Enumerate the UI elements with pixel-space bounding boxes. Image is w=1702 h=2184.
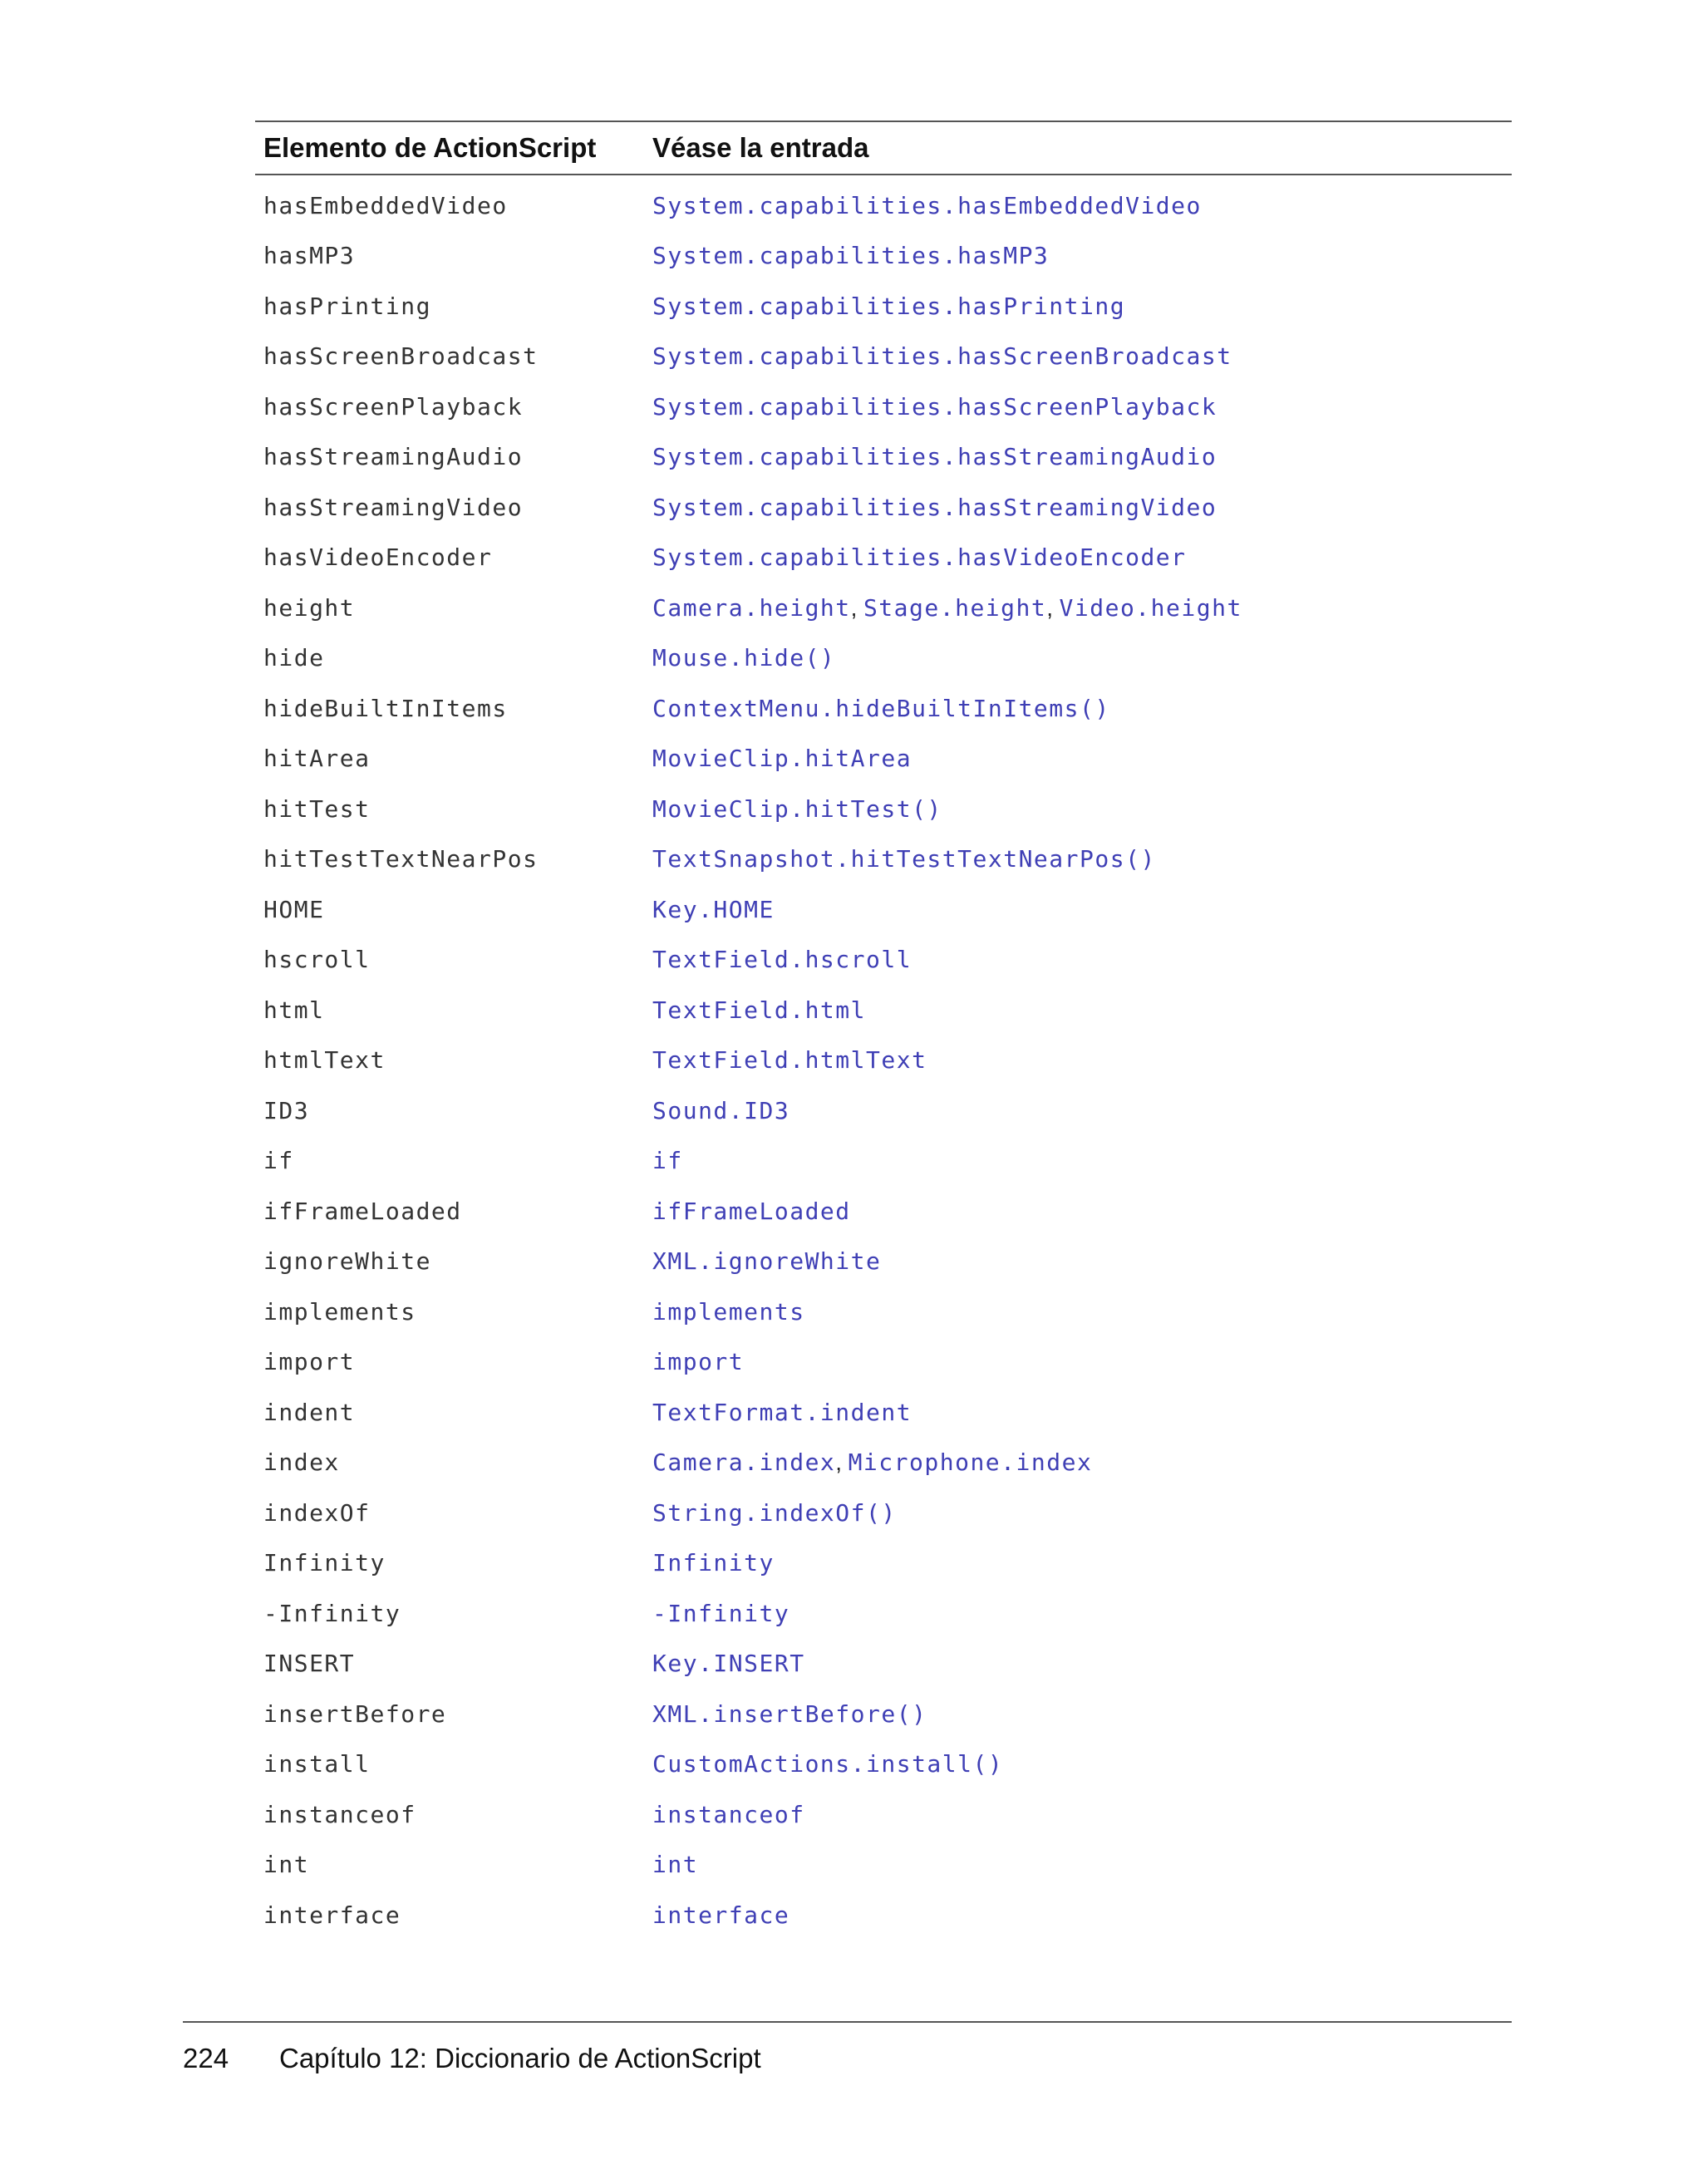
table-row (255, 432, 1512, 483)
reference-link[interactable]: System.capabilities.hasStreamingAudio (652, 443, 1217, 471)
table-row (255, 1085, 1512, 1136)
reference-link[interactable]: Camera.height (652, 593, 851, 622)
reference-link[interactable]: System.capabilities.hasEmbeddedVideo (652, 191, 1202, 219)
see-entry (652, 644, 1512, 671)
reference-link[interactable]: CustomActions.install() (652, 1750, 1004, 1778)
chapter-title: Capítulo 12: Diccionario de ActionScript (279, 2043, 761, 2073)
table-row (255, 533, 1512, 583)
see-entry (652, 242, 1512, 269)
reference-link[interactable]: Stage.height (863, 593, 1047, 622)
element-name: Infinity (263, 1549, 386, 1577)
see-entry (652, 293, 1512, 320)
element-name: indexOf (263, 1498, 371, 1527)
table-row (255, 1890, 1512, 1941)
table-row (255, 1035, 1512, 1086)
reference-link[interactable]: import (652, 1348, 745, 1376)
reference-link[interactable]: System.capabilities.hasVideoEncoder (652, 544, 1187, 572)
element-name: html (263, 996, 325, 1024)
reference-link[interactable]: ifFrameLoaded (652, 1197, 851, 1225)
reference-link[interactable]: TextField.html (652, 996, 867, 1024)
see-entry (652, 695, 1512, 722)
see-entry (652, 1247, 1512, 1275)
table-row (255, 935, 1512, 986)
reference-link[interactable]: if (652, 1147, 683, 1175)
table-row (255, 1136, 1512, 1187)
table-row (255, 784, 1512, 834)
reference-link[interactable]: TextField.hscroll (652, 946, 912, 974)
table-row (255, 1840, 1512, 1891)
table-row (255, 734, 1512, 785)
reference-link[interactable]: XML.ignoreWhite (652, 1247, 882, 1276)
table-row (255, 633, 1512, 684)
reference-link[interactable]: -Infinity (652, 1599, 790, 1627)
see-entry (652, 192, 1512, 219)
ref-separator: , (850, 594, 858, 621)
see-entry (652, 1348, 1512, 1375)
reference-link[interactable]: System.capabilities.hasStreamingVideo (652, 493, 1217, 521)
page-footer (183, 2043, 761, 2074)
ref-separator: , (1046, 594, 1055, 621)
see-entry (652, 342, 1512, 370)
element-name: HOME (263, 895, 325, 923)
reference-link[interactable]: XML.insertBefore() (652, 1699, 927, 1728)
table-row (255, 332, 1512, 382)
element-name: instanceof (263, 1800, 416, 1828)
see-entry (652, 544, 1512, 571)
see-entry (652, 1750, 1512, 1778)
element-name: interface (263, 1901, 401, 1929)
see-entry (652, 946, 1512, 973)
element-name: hasPrinting (263, 292, 431, 320)
reference-link[interactable]: Key.HOME (652, 895, 775, 923)
table-row (255, 1286, 1512, 1337)
reference-link[interactable]: TextFormat.indent (652, 1398, 912, 1426)
see-entry (652, 393, 1512, 421)
footer-rule (183, 2021, 1512, 2023)
table-row (255, 1689, 1512, 1739)
element-name: htmlText (263, 1046, 386, 1075)
element-name: implements (263, 1297, 416, 1326)
see-entry (652, 443, 1512, 470)
table-row (255, 834, 1512, 885)
table-row (255, 985, 1512, 1035)
reference-link[interactable]: implements (652, 1297, 805, 1326)
table-row (255, 1639, 1512, 1690)
element-name: if (263, 1147, 294, 1175)
reference-link[interactable]: TextField.htmlText (652, 1046, 927, 1075)
element-name: hitTestTextNearPos (263, 845, 539, 873)
table-row (255, 1538, 1512, 1589)
reference-link[interactable]: Video.height (1059, 593, 1242, 622)
reference-link[interactable]: MovieClip.hitArea (652, 745, 912, 773)
element-name: -Infinity (263, 1599, 401, 1627)
see-entry (652, 996, 1512, 1024)
reference-link[interactable]: Sound.ID3 (652, 1096, 790, 1124)
element-name: INSERT (263, 1650, 356, 1678)
element-name: hasVideoEncoder (263, 544, 493, 572)
see-entry (652, 896, 1512, 923)
reference-link[interactable]: System.capabilities.hasPrinting (652, 292, 1126, 320)
see-entry (652, 594, 1512, 622)
table-row (255, 884, 1512, 935)
reference-link[interactable]: System.capabilities.hasScreenBroadcast (652, 342, 1232, 371)
table-row (255, 482, 1512, 533)
see-entry (652, 745, 1512, 772)
see-entry (652, 845, 1512, 873)
reference-link[interactable]: interface (652, 1901, 790, 1929)
table-row (255, 1438, 1512, 1488)
see-entry (652, 1549, 1512, 1577)
element-name: int (263, 1851, 310, 1879)
see-entry (652, 1600, 1512, 1627)
element-name: index (263, 1449, 340, 1477)
table-row (255, 1739, 1512, 1790)
header-see: Véase la entrada (652, 132, 869, 163)
table-header (255, 122, 1512, 174)
see-entry (652, 795, 1512, 823)
reference-link[interactable]: System.capabilities.hasMP3 (652, 242, 1050, 270)
table-row (255, 583, 1512, 633)
see-entry (652, 1198, 1512, 1225)
element-name: height (263, 593, 356, 622)
table-row (255, 1387, 1512, 1438)
reference-link[interactable]: Mouse.hide() (652, 644, 836, 672)
element-name: hasScreenPlayback (263, 392, 524, 421)
see-entry (652, 1147, 1512, 1174)
reference-link[interactable]: Key.INSERT (652, 1650, 805, 1678)
reference-link[interactable]: String.indexOf() (652, 1498, 897, 1527)
see-entry (652, 1650, 1512, 1677)
table-row (255, 683, 1512, 734)
element-name: hasStreamingVideo (263, 493, 524, 521)
see-entry (652, 1399, 1512, 1426)
element-name: ignoreWhite (263, 1247, 431, 1276)
page-number: 224 (183, 2043, 229, 2073)
reference-link[interactable]: ContextMenu.hideBuiltInItems() (652, 694, 1110, 722)
reference-table (255, 121, 1512, 1941)
table-row (255, 1237, 1512, 1287)
reference-link[interactable]: MovieClip.hitTest() (652, 794, 942, 823)
element-name: hitArea (263, 745, 371, 773)
table-row (255, 1488, 1512, 1538)
see-entry (652, 1298, 1512, 1326)
reference-link[interactable]: TextSnapshot.hitTestTextNearPos() (652, 845, 1156, 873)
see-entry (652, 494, 1512, 521)
element-name: ID3 (263, 1096, 310, 1124)
table-body (255, 175, 1512, 1941)
element-name: hide (263, 644, 325, 672)
element-name: insertBefore (263, 1699, 447, 1728)
see-entry (652, 1851, 1512, 1878)
element-name: hasScreenBroadcast (263, 342, 539, 371)
table-row (255, 1337, 1512, 1388)
see-entry (652, 1700, 1512, 1728)
reference-link[interactable]: Microphone.index (848, 1449, 1093, 1477)
see-entry (652, 1449, 1512, 1476)
table-row (255, 1186, 1512, 1237)
see-entry (652, 1901, 1512, 1929)
see-entry (652, 1097, 1512, 1124)
table-row (255, 1789, 1512, 1840)
table-row (255, 281, 1512, 332)
reference-link[interactable]: Infinity (652, 1549, 775, 1577)
element-name: hideBuiltInItems (263, 694, 508, 722)
table-row (255, 381, 1512, 432)
element-name: hasStreamingAudio (263, 443, 524, 471)
element-name: hitTest (263, 794, 371, 823)
reference-link[interactable]: System.capabilities.hasScreenPlayback (652, 392, 1217, 421)
see-entry (652, 1499, 1512, 1527)
ref-separator: , (835, 1449, 844, 1476)
table-row (255, 231, 1512, 282)
see-entry (652, 1801, 1512, 1828)
table-row (255, 1588, 1512, 1639)
element-name: hscroll (263, 946, 371, 974)
header-element: Elemento de ActionScript (263, 132, 597, 163)
table-row (255, 180, 1512, 231)
element-name: indent (263, 1398, 356, 1426)
element-name: install (263, 1750, 371, 1778)
see-entry (652, 1046, 1512, 1074)
reference-link[interactable]: int (652, 1851, 699, 1879)
element-name: hasEmbeddedVideo (263, 191, 508, 219)
element-name: import (263, 1348, 356, 1376)
element-name: ifFrameLoaded (263, 1197, 462, 1225)
reference-link[interactable]: instanceof (652, 1800, 805, 1828)
element-name: hasMP3 (263, 242, 356, 270)
reference-link[interactable]: Camera.index (652, 1449, 836, 1477)
